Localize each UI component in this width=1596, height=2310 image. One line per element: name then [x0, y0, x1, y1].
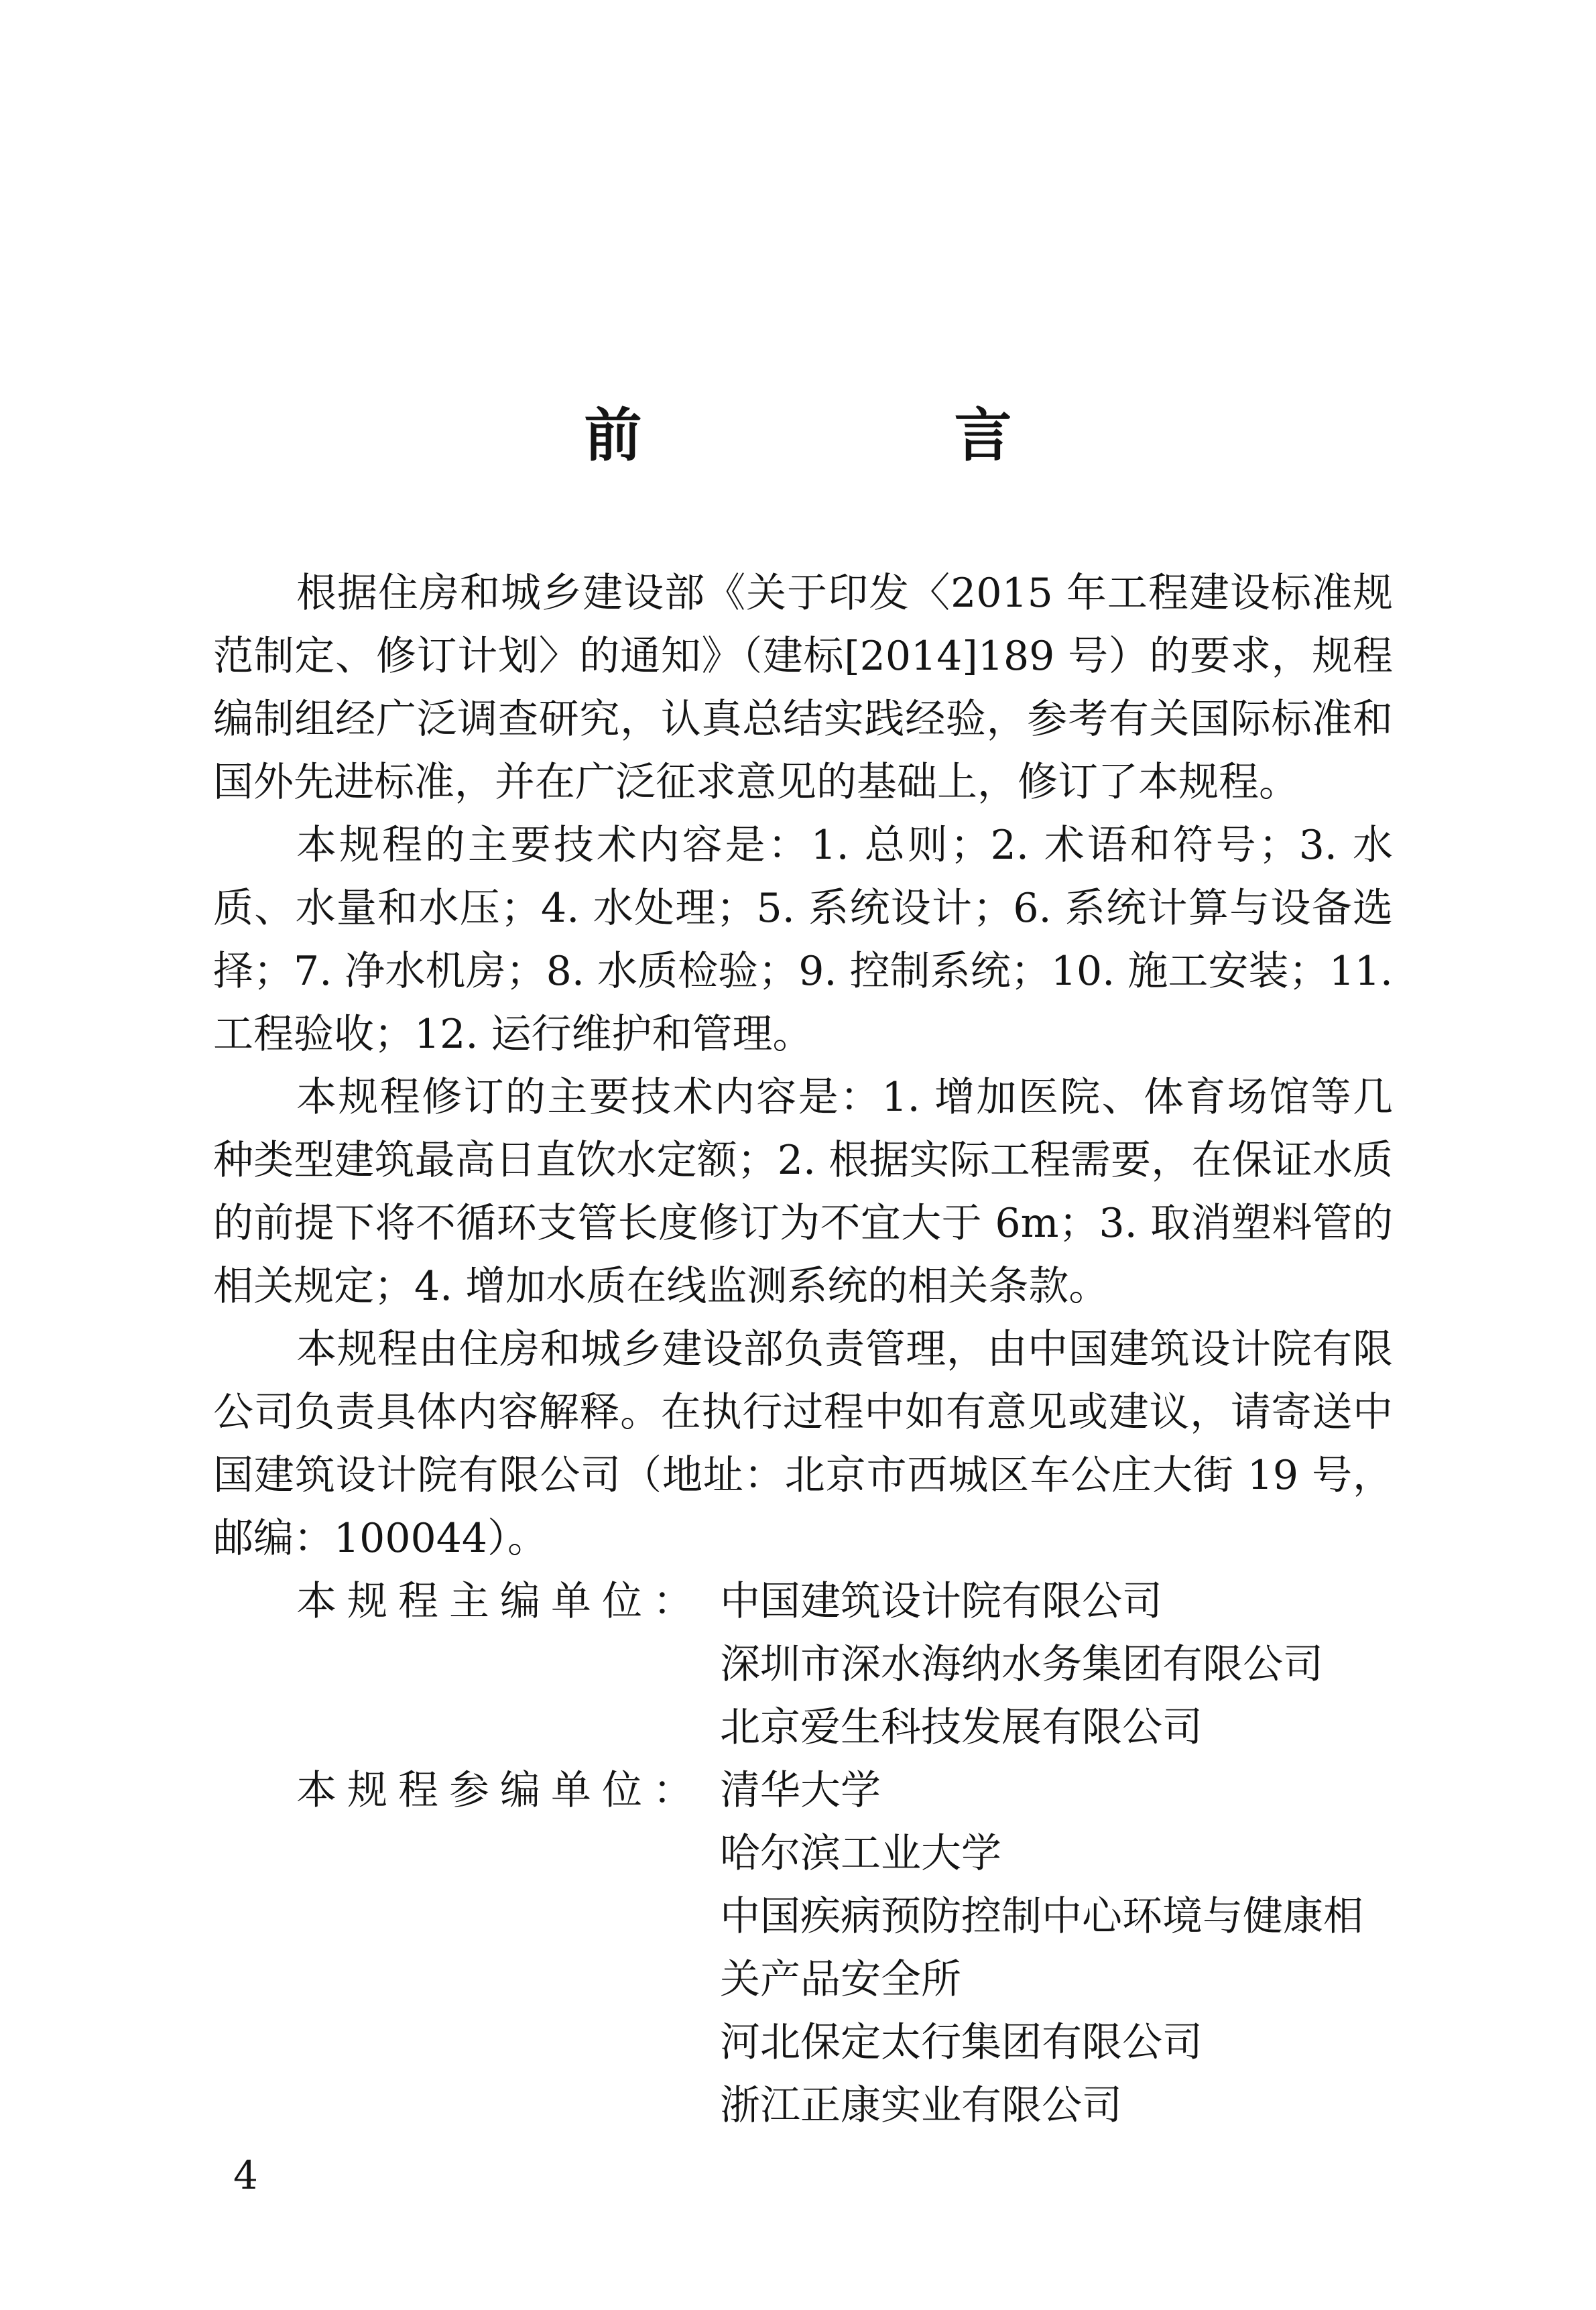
participating-units-list — [720, 1759, 1393, 2137]
paragraph-main-content: 本规程的主要技术内容是：1. 总则；2. 术语和符号；3. 水质、水量和水压；4. 水处理；5. 系统设计；6. 系统计算与设备选择；7. 净水机房；8. 水质检验；9. 控制系统；10. 施工安装；11. 工程验收；12. 运行维护和管理。 — [213, 822, 1393, 1058]
unit-item: 清华大学 — [720, 1767, 881, 1814]
preface-body — [213, 562, 1393, 1570]
unit-item: 哈尔滨工业大学 — [720, 1830, 1001, 1877]
paragraph-management: 本规程由住房和城乡建设部负责管理，由中国建筑设计院有限公司负责具体内容解释。在执行过程中如有意见或建议，请寄送中国建筑设计院有限公司（地址：北京市西城区车公庄大街 19 号，邮编：100044）。 — [213, 1326, 1393, 1562]
unit-item: 中国建筑设计院有限公司 — [720, 1578, 1162, 1625]
unit-item: 关产品安全所 — [720, 1956, 961, 2003]
unit-item: 河北保定太行集团有限公司 — [720, 2019, 1203, 2066]
page-number: 4 — [233, 2152, 258, 2198]
unit-item: 浙江正康实业有限公司 — [720, 2082, 1122, 2129]
chief-units-list — [720, 1570, 1393, 1759]
unit-item: 中国疾病预防控制中心环境与健康相 — [720, 1893, 1363, 1940]
unit-item: 深圳市深水海纳水务集团有限公司 — [720, 1641, 1323, 1688]
participating-units-label: 本规程参编单位： — [296, 1767, 704, 1814]
paragraph-revision-content: 本规程修订的主要技术内容是：1. 增加医院、体育场馆等几种类型建筑最高日直饮水定额；2. 根据实际工程需要，在保证水质的前提下将不循环支管长度修订为不宜大于 6m；3. 取消塑料管的相关规定；4. 增加水质在线监测系统的相关条款。 — [213, 1074, 1393, 1310]
chief-units-label: 本规程主编单位： — [296, 1578, 704, 1625]
paragraph-basis: 根据住房和城乡建设部《关于印发〈2015 年工程建设标准规范制定、修订计划〉的通知》（建标[2014]189 号）的要求，规程编制组经广泛调查研究，认真总结实践经验，参考有关国际标准和国外先进标准，并在广泛征求意见的基础上，修订了本规程。 — [213, 570, 1393, 806]
page-title: 前 言 — [584, 402, 1140, 469]
chief-editing-units — [213, 1570, 1393, 1759]
unit-item: 北京爱生科技发展有限公司 — [720, 1704, 1203, 1751]
participating-units — [213, 1759, 1393, 2137]
